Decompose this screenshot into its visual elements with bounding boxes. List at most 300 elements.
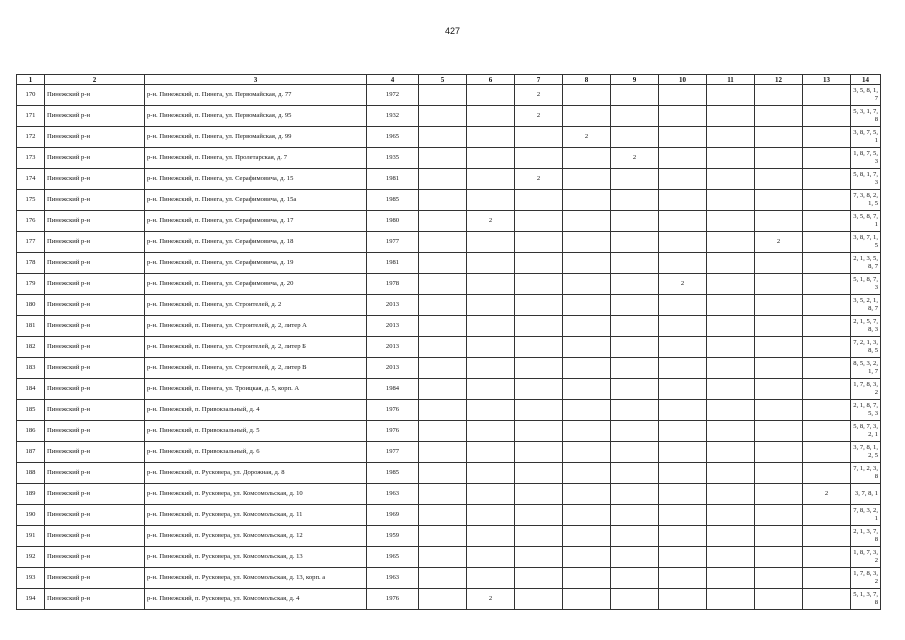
col-5-cell: [419, 589, 467, 610]
col-12-cell: [755, 127, 803, 148]
col-11-cell: [707, 169, 755, 190]
row-number-cell: 184: [17, 379, 45, 400]
year-cell: 1980: [367, 211, 419, 232]
row-number-cell: 187: [17, 442, 45, 463]
col-5-cell: [419, 547, 467, 568]
col-9-cell: [611, 127, 659, 148]
row-number-cell: 189: [17, 484, 45, 505]
col-8-cell: [563, 295, 611, 316]
col-10-cell: [659, 169, 707, 190]
col-7-cell: [515, 190, 563, 211]
year-cell: 1932: [367, 106, 419, 127]
row-number-cell: 192: [17, 547, 45, 568]
col-11-cell: [707, 148, 755, 169]
district-cell: Пинежский р-н: [45, 253, 145, 274]
district-cell: Пинежский р-н: [45, 169, 145, 190]
col-11-cell: [707, 274, 755, 295]
col-11-cell: [707, 589, 755, 610]
col-10-cell: [659, 505, 707, 526]
table-row: [17, 274, 881, 295]
col-9-cell: [611, 106, 659, 127]
col-9-cell: [611, 274, 659, 295]
column-header: 1: [17, 75, 45, 85]
year-cell: 1935: [367, 148, 419, 169]
col-10-cell: [659, 463, 707, 484]
col-8-cell: [563, 379, 611, 400]
row-number-cell: 190: [17, 505, 45, 526]
year-cell: 1963: [367, 568, 419, 589]
column-header: 2: [45, 75, 145, 85]
table-body: [17, 85, 881, 610]
col-9-cell: [611, 169, 659, 190]
column-header: 9: [611, 75, 659, 85]
col-5-cell: [419, 169, 467, 190]
address-cell: р-н. Пинежский, п. Пинега, ул. Строителей, д. 2, литер Б: [145, 337, 367, 358]
col-6-cell: [467, 106, 515, 127]
col-9-cell: [611, 484, 659, 505]
district-cell: Пинежский р-н: [45, 316, 145, 337]
col-13-cell: [803, 547, 851, 568]
col-7-cell: [515, 568, 563, 589]
col-6-cell: [467, 337, 515, 358]
col-13-cell: [803, 232, 851, 253]
col-8-cell: [563, 148, 611, 169]
col-10-cell: [659, 148, 707, 169]
col-7-cell: [515, 400, 563, 421]
col-6-cell: [467, 547, 515, 568]
col-9-cell: [611, 358, 659, 379]
col-7-cell: [515, 484, 563, 505]
col-5-cell: [419, 568, 467, 589]
col-10-cell: [659, 547, 707, 568]
col-10-cell: [659, 127, 707, 148]
col-13-cell: [803, 589, 851, 610]
year-cell: 1978: [367, 274, 419, 295]
col-10-cell: [659, 484, 707, 505]
address-cell: р-н. Пинежский, п. Пинега, ул. Серафимовича, д. 19: [145, 253, 367, 274]
col-11-cell: [707, 421, 755, 442]
col-12-cell: [755, 379, 803, 400]
col-10-cell: [659, 295, 707, 316]
table-row: [17, 379, 881, 400]
col-8-cell: [563, 463, 611, 484]
district-cell: Пинежский р-н: [45, 547, 145, 568]
col-9-cell: [611, 295, 659, 316]
col-11-cell: [707, 505, 755, 526]
district-cell: Пинежский р-н: [45, 232, 145, 253]
col-5-cell: [419, 505, 467, 526]
address-cell: р-н. Пинежский, п. Пинега, ул. Серафимовича, д. 15: [145, 169, 367, 190]
district-cell: Пинежский р-н: [45, 148, 145, 169]
row-number-cell: 183: [17, 358, 45, 379]
col-12-cell: [755, 526, 803, 547]
district-cell: Пинежский р-н: [45, 379, 145, 400]
col-11-cell: [707, 190, 755, 211]
col-12-cell: [755, 316, 803, 337]
col-7-cell: [515, 337, 563, 358]
work-order-cell: 3, 5, 8, 1, 7: [851, 85, 881, 106]
table-row: [17, 400, 881, 421]
table-row: [17, 442, 881, 463]
col-7-cell: [515, 547, 563, 568]
table-row: [17, 106, 881, 127]
col-5-cell: [419, 421, 467, 442]
col-8-cell: [563, 400, 611, 421]
row-number-cell: 181: [17, 316, 45, 337]
row-number-cell: 191: [17, 526, 45, 547]
year-cell: 1965: [367, 547, 419, 568]
col-8-cell: [563, 505, 611, 526]
district-cell: Пинежский р-н: [45, 337, 145, 358]
work-order-cell: 1, 8, 7, 3, 2: [851, 547, 881, 568]
col-5-cell: [419, 484, 467, 505]
col-8-cell: [563, 484, 611, 505]
col-8-cell: [563, 169, 611, 190]
col-8-cell: [563, 106, 611, 127]
col-11-cell: [707, 127, 755, 148]
column-header: 4: [367, 75, 419, 85]
col-13-cell: [803, 379, 851, 400]
table-row: [17, 463, 881, 484]
col-8-cell: [563, 358, 611, 379]
col-10-cell: [659, 379, 707, 400]
col-6-cell: [467, 253, 515, 274]
col-9-cell: [611, 337, 659, 358]
district-cell: Пинежский р-н: [45, 568, 145, 589]
column-header: 11: [707, 75, 755, 85]
row-number-cell: 185: [17, 400, 45, 421]
work-order-cell: 2, 1, 8, 7, 5, 3: [851, 400, 881, 421]
row-number-cell: 178: [17, 253, 45, 274]
col-13-cell: [803, 274, 851, 295]
work-order-cell: 5, 3, 1, 7, 8: [851, 106, 881, 127]
col-13-cell: [803, 505, 851, 526]
col-9-cell: [611, 547, 659, 568]
column-header: 7: [515, 75, 563, 85]
row-number-cell: 194: [17, 589, 45, 610]
col-7-cell: [515, 379, 563, 400]
col-9-cell: [611, 505, 659, 526]
year-cell: 2013: [367, 337, 419, 358]
district-cell: Пинежский р-н: [45, 295, 145, 316]
address-cell: р-н. Пинежский, п. Русковера, ул. Комсомольская, д. 10: [145, 484, 367, 505]
year-cell: 1981: [367, 253, 419, 274]
col-13-cell: [803, 442, 851, 463]
address-cell: р-н. Пинежский, п. Пинега, ул. Первомайская, д. 77: [145, 85, 367, 106]
col-8-cell: [563, 421, 611, 442]
col-11-cell: [707, 253, 755, 274]
column-header: 10: [659, 75, 707, 85]
col-10-cell: [659, 316, 707, 337]
col-6-cell: [467, 316, 515, 337]
col-13-cell: [803, 358, 851, 379]
district-cell: Пинежский р-н: [45, 526, 145, 547]
col-12-cell: [755, 421, 803, 442]
col-12-cell: [755, 211, 803, 232]
col-9-cell: [611, 568, 659, 589]
year-cell: 2013: [367, 358, 419, 379]
table-row: [17, 358, 881, 379]
col-9-cell: [611, 253, 659, 274]
col-8-cell: [563, 526, 611, 547]
district-cell: Пинежский р-н: [45, 127, 145, 148]
address-cell: р-н. Пинежский, п. Пинега, ул. Первомайская, д. 99: [145, 127, 367, 148]
col-7-cell: [515, 211, 563, 232]
col-6-cell: [467, 400, 515, 421]
col-5-cell: [419, 316, 467, 337]
col-6-cell: [467, 127, 515, 148]
col-8-cell: [563, 568, 611, 589]
col-6-cell: [467, 484, 515, 505]
col-7-cell: [515, 127, 563, 148]
address-cell: р-н. Пинежский, п. Русковера, ул. Дорожная, д. 8: [145, 463, 367, 484]
col-7-cell: [515, 148, 563, 169]
col-12-cell: [755, 358, 803, 379]
col-9-cell: [611, 379, 659, 400]
col-11-cell: [707, 316, 755, 337]
col-12-cell: [755, 463, 803, 484]
col-8-cell: [563, 211, 611, 232]
year-cell: 1965: [367, 127, 419, 148]
col-6-cell: [467, 232, 515, 253]
district-cell: Пинежский р-н: [45, 505, 145, 526]
col-11-cell: [707, 85, 755, 106]
col-6-cell: [467, 421, 515, 442]
row-number-cell: 173: [17, 148, 45, 169]
col-10-cell: [659, 106, 707, 127]
year-cell: 2013: [367, 295, 419, 316]
col-12-cell: [755, 190, 803, 211]
address-cell: р-н. Пинежский, п. Русковера, ул. Комсомольская, д. 13: [145, 547, 367, 568]
col-5-cell: [419, 85, 467, 106]
row-number-cell: 176: [17, 211, 45, 232]
col-5-cell: [419, 148, 467, 169]
table-row: [17, 547, 881, 568]
col-7-cell: 2: [515, 85, 563, 106]
col-12-cell: [755, 253, 803, 274]
col-9-cell: 2: [611, 148, 659, 169]
district-cell: Пинежский р-н: [45, 589, 145, 610]
col-6-cell: [467, 505, 515, 526]
col-13-cell: [803, 337, 851, 358]
col-13-cell: [803, 169, 851, 190]
col-6-cell: [467, 295, 515, 316]
work-order-cell: 7, 3, 8, 2, 1, 5: [851, 190, 881, 211]
address-cell: р-н. Пинежский, п. Русковера, ул. Комсомольская, д. 4: [145, 589, 367, 610]
year-cell: 1977: [367, 232, 419, 253]
col-6-cell: [467, 463, 515, 484]
address-cell: р-н. Пинежский, п. Привокзальный, д. 4: [145, 400, 367, 421]
col-5-cell: [419, 190, 467, 211]
year-cell: 1963: [367, 484, 419, 505]
district-cell: Пинежский р-н: [45, 358, 145, 379]
table-row: [17, 568, 881, 589]
col-6-cell: 2: [467, 589, 515, 610]
col-8-cell: [563, 232, 611, 253]
column-header: 6: [467, 75, 515, 85]
column-header: 13: [803, 75, 851, 85]
col-5-cell: [419, 295, 467, 316]
table-row: [17, 253, 881, 274]
address-cell: р-н. Пинежский, п. Русковера, ул. Комсомольская, д. 11: [145, 505, 367, 526]
col-8-cell: [563, 589, 611, 610]
address-cell: р-н. Пинежский, п. Русковера, ул. Комсомольская, д. 12: [145, 526, 367, 547]
col-5-cell: [419, 253, 467, 274]
col-9-cell: [611, 463, 659, 484]
col-12-cell: 2: [755, 232, 803, 253]
year-cell: 1976: [367, 421, 419, 442]
col-13-cell: [803, 211, 851, 232]
col-13-cell: [803, 127, 851, 148]
col-7-cell: [515, 526, 563, 547]
col-7-cell: [515, 505, 563, 526]
col-12-cell: [755, 337, 803, 358]
col-5-cell: [419, 127, 467, 148]
work-order-cell: 1, 8, 7, 5, 3: [851, 148, 881, 169]
address-cell: р-н. Пинежский, п. Пинега, ул. Серафимовича, д. 20: [145, 274, 367, 295]
col-11-cell: [707, 295, 755, 316]
year-cell: 1984: [367, 379, 419, 400]
table-row: [17, 589, 881, 610]
table-row: [17, 505, 881, 526]
col-13-cell: [803, 85, 851, 106]
col-13-cell: [803, 106, 851, 127]
col-10-cell: [659, 442, 707, 463]
col-9-cell: [611, 526, 659, 547]
col-13-cell: [803, 568, 851, 589]
col-6-cell: [467, 526, 515, 547]
col-7-cell: [515, 358, 563, 379]
col-13-cell: [803, 295, 851, 316]
work-order-cell: 3, 7, 8, 1: [851, 484, 881, 505]
work-order-cell: 8, 5, 3, 2, 1, 7: [851, 358, 881, 379]
column-header: 3: [145, 75, 367, 85]
col-8-cell: [563, 547, 611, 568]
year-cell: 1959: [367, 526, 419, 547]
col-9-cell: [611, 85, 659, 106]
work-order-cell: 1, 7, 8, 3, 2: [851, 379, 881, 400]
col-11-cell: [707, 211, 755, 232]
col-10-cell: [659, 400, 707, 421]
col-5-cell: [419, 442, 467, 463]
col-12-cell: [755, 589, 803, 610]
col-7-cell: [515, 589, 563, 610]
col-11-cell: [707, 568, 755, 589]
col-5-cell: [419, 358, 467, 379]
col-11-cell: [707, 442, 755, 463]
col-10-cell: [659, 337, 707, 358]
col-12-cell: [755, 568, 803, 589]
col-7-cell: [515, 253, 563, 274]
address-cell: р-н. Пинежский, п. Пинега, ул. Серафимовича, д. 17: [145, 211, 367, 232]
col-6-cell: 2: [467, 211, 515, 232]
col-5-cell: [419, 526, 467, 547]
address-cell: р-н. Пинежский, п. Пинега, ул. Строителей, д. 2, литер А: [145, 316, 367, 337]
col-5-cell: [419, 379, 467, 400]
work-order-cell: 7, 1, 2, 3, 8: [851, 463, 881, 484]
work-order-cell: 2, 1, 3, 5, 8, 7: [851, 253, 881, 274]
table-row: [17, 337, 881, 358]
year-cell: 2013: [367, 316, 419, 337]
col-8-cell: [563, 85, 611, 106]
col-12-cell: [755, 295, 803, 316]
year-cell: 1976: [367, 400, 419, 421]
col-11-cell: [707, 337, 755, 358]
col-10-cell: [659, 526, 707, 547]
col-12-cell: [755, 442, 803, 463]
header-row: [17, 75, 881, 85]
col-8-cell: [563, 190, 611, 211]
table-row: [17, 295, 881, 316]
table-row: [17, 148, 881, 169]
col-5-cell: [419, 232, 467, 253]
work-order-cell: 3, 8, 7, 5, 1: [851, 127, 881, 148]
col-9-cell: [611, 400, 659, 421]
district-cell: Пинежский р-н: [45, 211, 145, 232]
col-9-cell: [611, 232, 659, 253]
col-8-cell: [563, 253, 611, 274]
row-number-cell: 174: [17, 169, 45, 190]
col-7-cell: [515, 316, 563, 337]
col-7-cell: 2: [515, 106, 563, 127]
col-12-cell: [755, 547, 803, 568]
col-10-cell: [659, 190, 707, 211]
year-cell: 1985: [367, 190, 419, 211]
col-6-cell: [467, 85, 515, 106]
row-number-cell: 177: [17, 232, 45, 253]
housing-table: [16, 74, 881, 610]
col-13-cell: [803, 190, 851, 211]
col-9-cell: [611, 211, 659, 232]
col-8-cell: [563, 442, 611, 463]
col-13-cell: [803, 316, 851, 337]
col-6-cell: [467, 190, 515, 211]
col-13-cell: [803, 400, 851, 421]
col-13-cell: [803, 253, 851, 274]
year-cell: 1972: [367, 85, 419, 106]
col-12-cell: [755, 505, 803, 526]
address-cell: р-н. Пинежский, п. Русковера, ул. Комсомольская, д. 13, корп. а: [145, 568, 367, 589]
district-cell: Пинежский р-н: [45, 400, 145, 421]
col-13-cell: [803, 148, 851, 169]
table-row: [17, 232, 881, 253]
table-row: [17, 484, 881, 505]
col-12-cell: [755, 169, 803, 190]
col-12-cell: [755, 106, 803, 127]
district-cell: Пинежский р-н: [45, 106, 145, 127]
col-5-cell: [419, 106, 467, 127]
col-12-cell: [755, 484, 803, 505]
col-11-cell: [707, 463, 755, 484]
address-cell: р-н. Пинежский, п. Пинега, ул. Строителей, д. 2: [145, 295, 367, 316]
row-number-cell: 172: [17, 127, 45, 148]
work-order-cell: 3, 5, 2, 1, 8, 7: [851, 295, 881, 316]
col-12-cell: [755, 274, 803, 295]
district-cell: Пинежский р-н: [45, 274, 145, 295]
year-cell: 1981: [367, 169, 419, 190]
work-order-cell: 7, 2, 1, 3, 8, 5: [851, 337, 881, 358]
col-12-cell: [755, 148, 803, 169]
col-9-cell: [611, 442, 659, 463]
col-10-cell: 2: [659, 274, 707, 295]
col-7-cell: 2: [515, 169, 563, 190]
district-cell: Пинежский р-н: [45, 421, 145, 442]
col-11-cell: [707, 526, 755, 547]
col-11-cell: [707, 400, 755, 421]
row-number-cell: 193: [17, 568, 45, 589]
col-11-cell: [707, 358, 755, 379]
table-row: [17, 421, 881, 442]
